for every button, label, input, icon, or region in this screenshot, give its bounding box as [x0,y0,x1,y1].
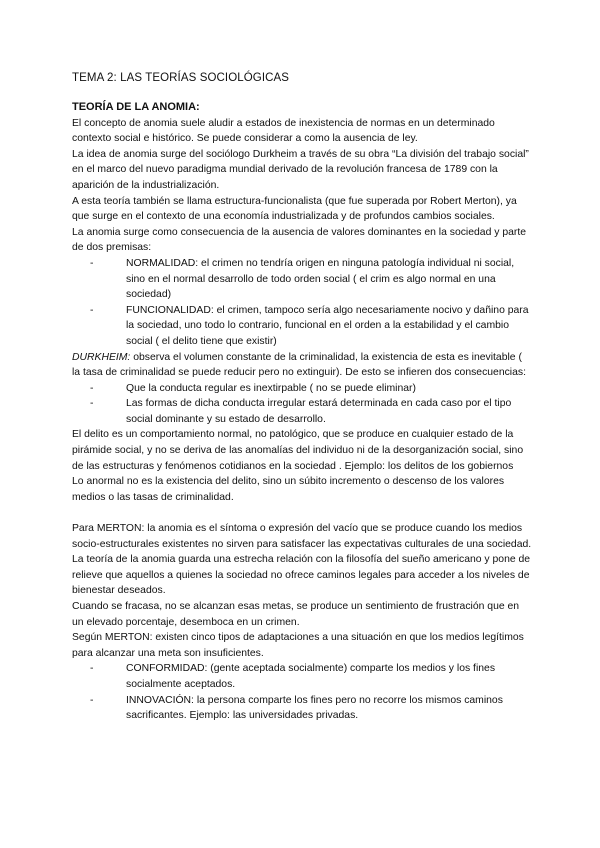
paragraph-concept: El concepto de anomia suele aludir a estados de inexistencia de normas en un determinado contexto social e histórico. Se puede considerar a como la ausencia de ley. [72,117,495,145]
list-item: - Que la conducta regular es inextirpable ( no se puede eliminar) [90,381,532,397]
blank-line [72,505,532,521]
premises-list [72,256,532,350]
paragraph-anormal: Lo anormal no es la existencia del delito, sino un súbito incremento o descenso de los valores medios o las tasas de criminalidad. [72,476,505,503]
document-body [72,100,532,724]
paragraph-premises-intro: La anomia surge como consecuencia de la ausencia de valores dominantes en la sociedad y parte de dos premisas: [72,226,527,254]
list-item: - CONFORMIDAD: (gente aceptada socialmente) comparte los medios y los fines socialmente aceptados. [90,661,532,692]
list-item: - Las formas de dicha conducta irregular estará determinada en cada caso por el tipo social dominante y su estado de desarrollo. [90,396,532,427]
paragraph-frustracion: Cuando se fracasa, no se alcanzan esas metas, se produce un sentimiento de frustración que en un elevado porcentaje, desemboca en un crimen. [72,601,520,628]
paragraph-structural: A esta teoría también se llama estructura-funcionalista (que fue superada por Robert Merton), ya que surge en el contexto de una economía industrializada y de profundos cambios sociales. [72,195,517,223]
durkheim-text: observa el volumen constante de la criminalidad, la existencia de esta es inevitable ( la tasa de criminalidad se puede reducir pero no extinguir). De esto se infieren dos consecuencias: [72,351,526,379]
paragraph-delito: El delito es un comportamiento normal, no patológico, que se produce en cualquier estado de la pirámide social, y no se deriva de las anomalías del individuo ni de la desorganización social, sino de las estructuras y fenómenos cotidianos en la sociedad . Ejemplo: los delitos de los gobiernos [72,429,524,472]
durkheim-label: DURKHEIM: [72,351,131,363]
paragraph-origin: La idea de anomia surge del sociólogo Durkheim a través de su obra “La división del trabajo social” en el marco del nuevo paradigma mundial derivado de la revolución francesa de 1789 con la aparición de la industrialización. [72,148,529,191]
consequences-list [72,381,532,428]
paragraph-sueno-americano: La teoría de la anomia guarda una estrecha relación con la filosofía del sueño americano y pone de relieve que aquellos a quienes la sociedad no ofrece caminos legales para acceder a los niveles de bienestar deseados. [72,554,531,597]
paragraph-adaptaciones-intro: Según MERTON: existen cinco tipos de adaptaciones a una situación en que los medios legítimos para alcanzar una meta son insuficientes. [72,632,524,659]
section-heading: TEORÍA DE LA ANOMIA: [72,101,200,113]
list-item: - NORMALIDAD: el crimen no tendría origen en ninguna patología individual ni social, sino en el normal desarrollo de todo orden social ( el crim es algo normal en una sociedad) [90,256,532,303]
document-title: TEMA 2: LAS TEORÍAS SOCIOLÓGICAS [72,72,290,84]
list-item: - INNOVACIÓN: la persona comparte los fines pero no recorre los mismos caminos sacrificantes. Ejemplo: las universidades privadas. [90,693,532,724]
paragraph-durkheim [72,350,532,381]
list-item: - FUNCIONALIDAD: el crimen, tampoco sería algo necesariamente nocivo y dañino para la sociedad, uno todo lo contrario, funcional en el orden a la estabilidad y el cambio social ( el delito tiene que existir) [90,303,532,350]
adaptations-list [72,661,532,723]
paragraph-merton: Para MERTON: la anomia es el síntoma o expresión del vacío que se produce cuando los medios socio-estructurales existentes no sirven para satisfacer las expectativas culturales de una sociedad. [72,523,532,550]
